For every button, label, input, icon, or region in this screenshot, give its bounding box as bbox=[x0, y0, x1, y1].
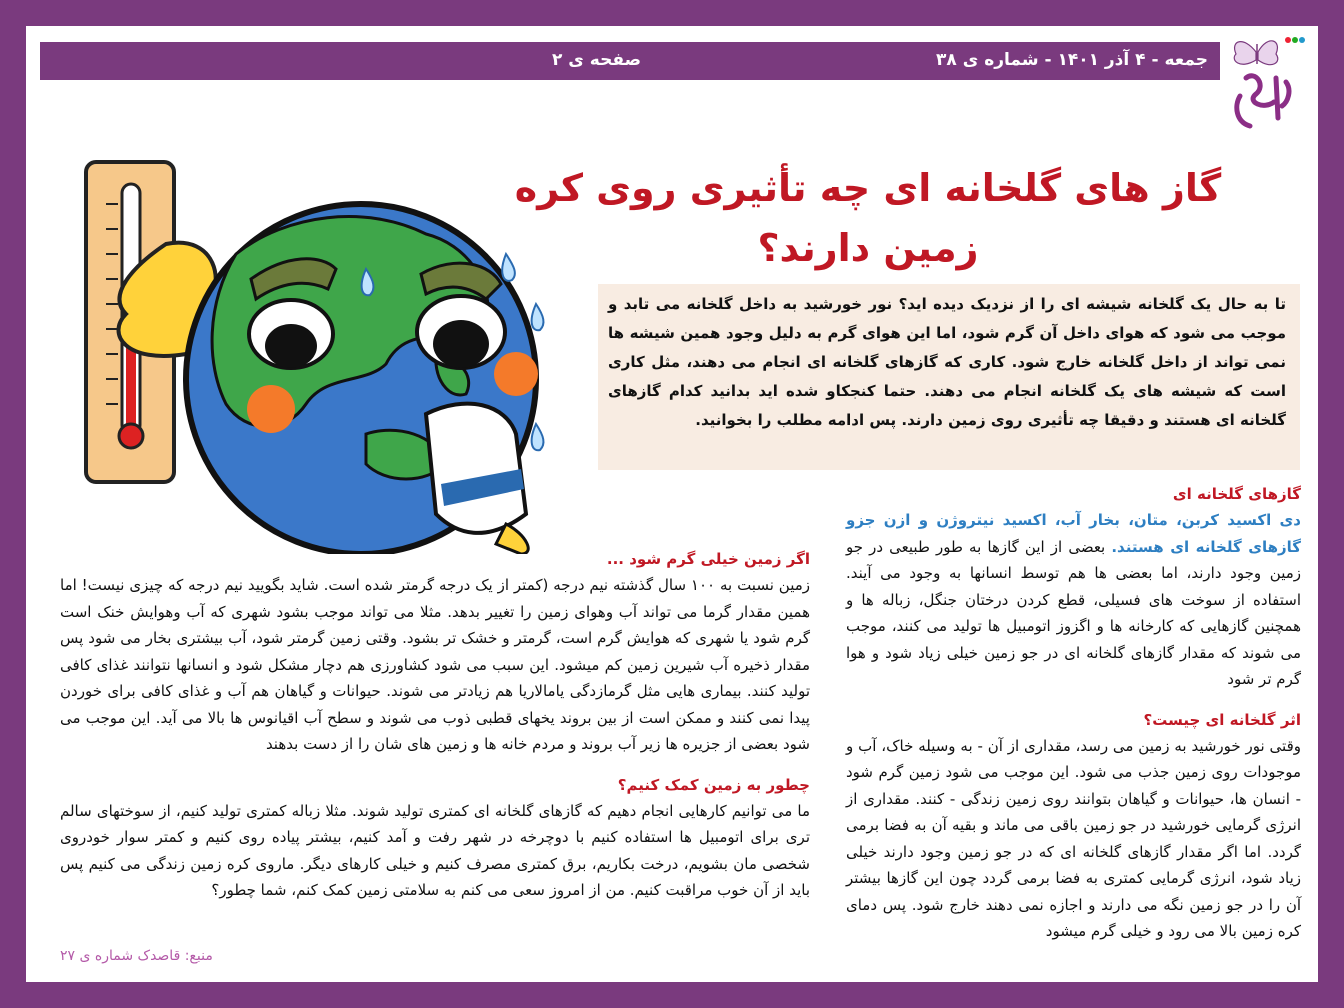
intro-paragraph: تا به حال یک گلخانه شیشه ای را از نزدیک دیده اید؟ نور خورشید به داخل گلخانه می تابد و موجب می شود که هوای داخل آن گرم شود، اما این هوای گرم به دلیل وجود همین شیشه ها نمی تواند از داخل گلخانه خارج شود. کاری که گازهای گلخانه ای انجام می دهند، مثل کاری است که شیشه های یک گلخانه انجام می دهند. حتما کنجکاو شده اید بدانید کدام گازهای گلخانه ای هستند و دقیقا چه تأثیری روی زمین دارند. پس ادامه مطلب را بخوانید. bbox=[598, 284, 1300, 470]
butterfly-icon bbox=[1234, 41, 1278, 65]
source-credit: منبع: قاصدک شماره ی ۲۷ bbox=[60, 948, 213, 964]
section-body-warm: زمین نسبت به ۱۰۰ سال گذشته نیم درجه (کمتر از یک درجه گرمتر شده است. شاید بگویید نیم درجه که چیزی نیست! اما همین مقدار گرما می تواند آب وهوای زمین را تغییر بدهد. مثلا می تواند موجب بشود شهری که آب وهوایش خنک است گرم شود یا شهری که هوایش گرم است، گرمتر و خشک تر بشود. وقتی زمین گرمتر شود، آب بیشتری بخار می شود پس مقدار ذخیره آب شیرین زمین کم میشود. این سبب می شود کشاورزی هم دچار مشکل شود و انسانها نتوانند غذای کافی تولید کنند. بیماری هایی مثل گرمازدگی یامالاریا هم زیادتر می شوند. حیوانات و گیاهان هم آب و غذای کافی برای خوردن پیدا نمی کنند و ممکن است از بین بروند یخهای قطبی ذوب می شوند و سطح آب اقیانوس ها بالا می آید. این موجب می شود بعضی از جزیره ها زیر آب بروند و مردم خانه ها و زمین های شان را از دست بدهند bbox=[60, 576, 810, 753]
section-heading-gases: گازهای گلخانه ای bbox=[1172, 485, 1301, 503]
section-body-help: ما می توانیم کارهایی انجام دهیم که گازهای گلخانه ای کمتری تولید شوند. مثلا زباله کمتری تولید کنیم، از سوختهای سالم تری برای اتومبیل ها استفاده کنیم با دوچرخه در شهر رفت و آمد کنیم، بیشتر پیاده روی کنیم و کمتر سوار خودروی شخصی مان بشویم، درخت بکاریم، برق کمتری مصرف کنیم و خیلی کارهای دیگر. ماروی کره زمین زندگی می کنیم پس باید از آن خوب مراقبت کنیم. من از امروز سعی می کنم به سلامتی زمین کمک کنم، شما چطور؟ bbox=[60, 801, 810, 899]
right-column bbox=[846, 481, 1301, 945]
section-heading-effect: اثر گلخانه ای چیست؟ bbox=[1143, 710, 1301, 729]
header-band bbox=[40, 42, 1220, 80]
issue-date: جمعه - ۴ آذر ۱۴۰۱ - شماره ی ۳۸ bbox=[936, 50, 1208, 70]
sweating-earth-illustration bbox=[66, 134, 566, 554]
section-body-gases bbox=[846, 507, 1301, 693]
left-column bbox=[60, 546, 810, 904]
section-heading-warm: اگر زمین خیلی گرم شود ... bbox=[606, 550, 810, 568]
gases-body-text: بعضی از این گازها به طور طبیعی در جو زمین وجود دارند، اما بعضی ها هم توسط انسانها به وجود می آیند. استفاده از سوخت های فسیلی، قطع کردن درختان جنگل، زباله ها و همچنین گازهایی که کارخانه ها و اگزوز اتومبیل ها تولید می کنند، موجب می شوند که مقدار گازهای گلخانه ای در جو زمین خیلی زیاد شود و هوا گرم تر شود bbox=[846, 537, 1301, 688]
gases-list-highlight: دی اکسید کربن، متان، بخار آب، اکسید نیتروژن و ازن جزو گازهای گلخانه ای هستند. bbox=[846, 511, 1302, 556]
logo bbox=[1216, 30, 1308, 134]
page-number: صفحه ی ۲ bbox=[552, 50, 642, 70]
logo-lettering-icon bbox=[1237, 76, 1289, 126]
article-title: گاز های گلخانه ای چه تأثیری روی کره زمین دارند؟ bbox=[514, 166, 1222, 270]
newsletter-page bbox=[26, 26, 1318, 982]
color-dots-icon bbox=[1285, 37, 1305, 43]
section-body-effect: وقتی نور خورشید به زمین می رسد، مقداری از آن - به وسیله خاک، آب و موجودات روی زمین جذب می شود. این موجب می شود زمین گرم شود - انسان ها، حیوانات و گیاهان بتوانند روی زمین زندگی - کنند. مقداری از انرژی گرمایی خورشید در جو زمین باقی می ماند و بقیه آن به فضا برمی گردد. اما اگر مقدار گازهای گلخانه ای که در جو زمین وجود دارند خیلی زیاد شود، انرژی گرمایی کمتری به فضا برمی گردد چون این گازها بیشتر آن را در جو زمین نگه می دارند و اجازه نمی دهند خارج شود. پس دمای کره زمین بالا می رود و خیلی گرم میشود bbox=[846, 736, 1301, 940]
section-heading-help: چطور به زمین کمک کنیم؟ bbox=[617, 775, 810, 794]
